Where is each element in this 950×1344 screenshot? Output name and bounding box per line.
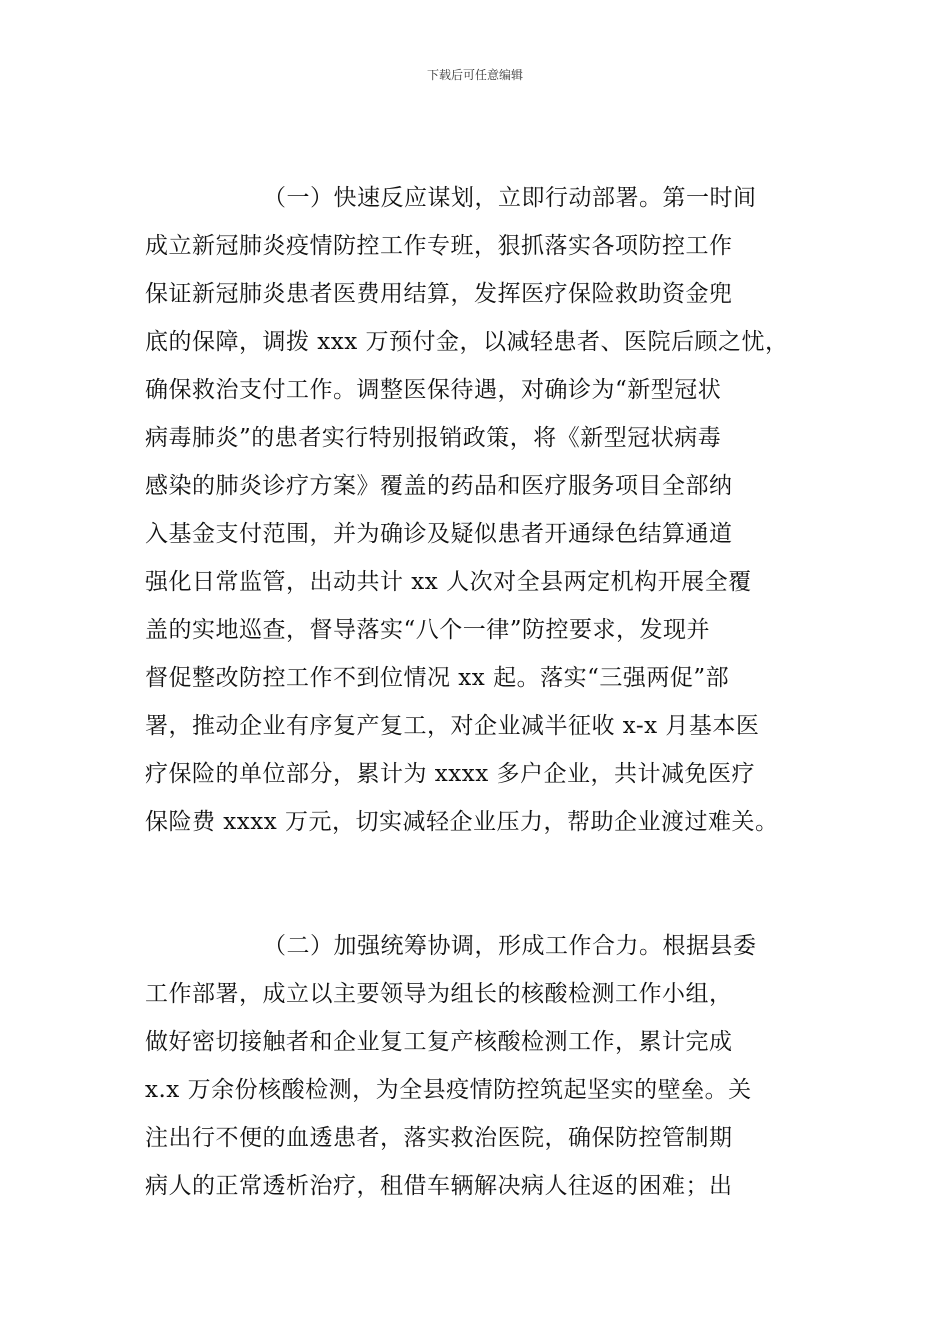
paragraph-line: 做好密切接触者和企业复工复产核酸检测工作，累计完成 [145,1029,733,1055]
paragraph-line: 注出行不便的血透患者，落实救治医院，确保防控管制期 [145,1125,733,1151]
paragraph-line: （一）快速反应谋划，立即行动部署。第一时间 [263,185,757,211]
paragraph-line: 成立新冠肺炎疫情防控工作专班，狠抓落实各项防控工作 [145,233,733,259]
paragraph-line: 保险费 xxxx 万元，切实减轻企业压力，帮助企业渡过难关。 [145,809,779,835]
paragraph-line: 入基金支付范围，并为确诊及疑似患者开通绿色结算通道 [145,521,733,547]
header-note: 下载后可任意编辑 [426,68,523,82]
paragraph-line: 确保救治支付工作。调整医保待遇，对确诊为“新型冠状 [145,377,722,403]
paragraph-line: 署，推动企业有序复产复工，对企业减半征收 x-x 月基本医 [145,713,760,739]
paragraph-line: x.x 万余份核酸检测，为全县疫情防控筑起坚实的壁垒。关 [145,1077,752,1103]
paragraph-line: 病人的正常透析治疗，租借车辆解决病人往返的困难；出 [145,1173,733,1199]
paragraph-line: （二）加强统筹协调，形成工作合力。根据县委 [263,933,757,959]
paragraph-line: 病毒肺炎”的患者实行特别报销政策，将《新型冠状病毒 [145,425,722,451]
paragraph-1 [145,174,810,846]
paragraph-line: 保证新冠肺炎患者医费用结算，发挥医疗保险救助资金兜 [145,281,733,307]
paragraph-line: 底的保障，调拨 xxx 万预付金，以减轻患者、医院后顾之忧， [145,329,789,355]
paragraph-line: 工作部署，成立以主要领导为组长的核酸检测工作小组， [145,981,733,1007]
paragraph-line: 强化日常监管，出动共计 xx 人次对全县两定机构开展全覆 [145,569,752,595]
paragraph-line: 盖的实地巡查，督导落实“八个一律”防控要求，发现并 [145,617,711,643]
paragraph-2 [145,922,810,1210]
paragraph-line: 督促整改防控工作不到位情况 xx 起。落实“三强两促”部 [145,665,730,691]
paragraph-line: 疗保险的单位部分，累计为 xxxx 多户企业，共计减免医疗 [145,761,756,787]
paragraph-line: 感染的肺炎诊疗方案》覆盖的药品和医疗服务项目全部纳 [145,473,733,499]
